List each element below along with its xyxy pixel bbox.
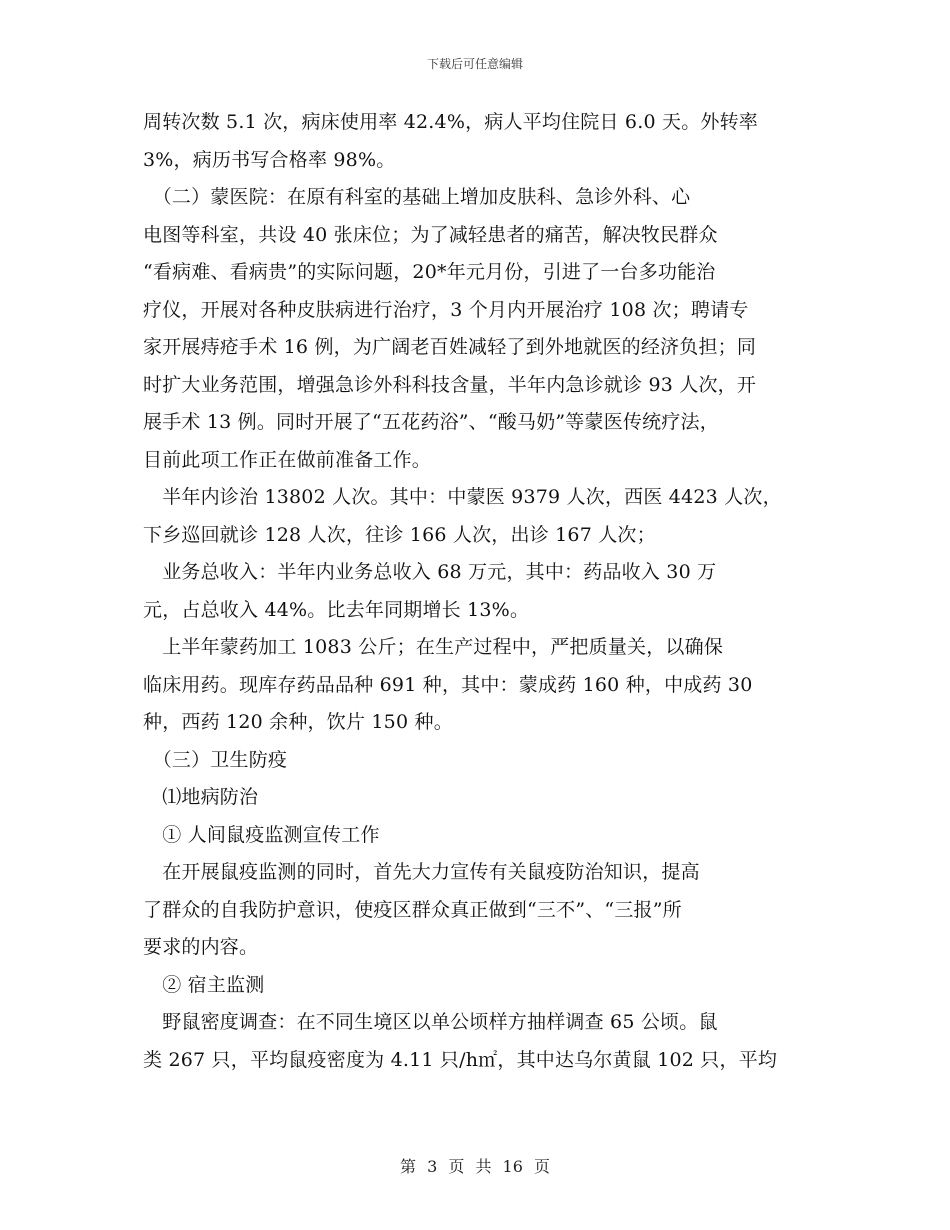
text-line: 半年内诊治 13802 人次。其中：中蒙医 9379 人次，西医 4423 人次， — [143, 486, 782, 508]
text-line: 疗仪，开展对各种皮肤病进行治疗，3 个月内开展治疗 108 次；聘请专 — [143, 298, 749, 321]
text-line: 3%，病历书写合格率 98%。 — [143, 148, 396, 171]
section-heading: （三）卫生防疫 — [143, 748, 288, 771]
text-line: “看病难、看病贵”的实际问题，20*年元月份，引进了一台多功能治 — [143, 261, 716, 283]
text-line: 类 267 只，平均鼠疫密度为 4.11 只/h㎡，其中达乌尔黄鼠 102 只，平均 — [143, 1048, 778, 1071]
text-line: 家开展痔疮手术 16 例，为广阔老百姓减轻了到外地就医的经济负担；同 — [143, 336, 757, 358]
subsection-heading: ⑴地病防治 — [143, 786, 259, 808]
text-line: 元，占总收入 44%。比去年同期增长 13%。 — [143, 598, 530, 621]
text-line: 电图等科室，共设 40 张床位；为了减轻患者的痛苦，解决牧民群众 — [143, 223, 718, 246]
text-line: 种，西药 120 余种，饮片 150 种。 — [143, 711, 453, 733]
page-header: 下载后可任意编辑 — [426, 57, 523, 71]
text-line: 时扩大业务范围，增强急诊外科科技含量，半年内急诊就诊 93 人次，开 — [143, 373, 757, 396]
text-line: 上半年蒙药加工 1083 公斤；在生产过程中，严把质量关，以确保 — [143, 636, 724, 658]
document-body — [143, 104, 813, 1079]
text-line: 野鼠密度调查：在不同生境区以单公顷样方抽样调查 65 公顷。鼠 — [143, 1011, 718, 1033]
text-line: 下乡巡回就诊 128 人次，往诊 166 人次，出诊 167 人次； — [143, 523, 656, 546]
text-line: 展手术 13 例。同时开展了“五花药浴”、“酸马奶”等蒙医传统疗法， — [143, 411, 719, 433]
text-line: 业务总收入：半年内业务总收入 68 万元，其中：药品收入 30 万 — [143, 561, 717, 583]
text-line: 目前此项工作正在做前准备工作。 — [143, 448, 432, 471]
text-line: 周转次数 5.1 次，病床使用率 42.4%，病人平均住院日 6.0 天。外转率 — [143, 111, 758, 133]
page-footer: 第 3 页 共 16 页 — [400, 1157, 550, 1176]
text-line: 在开展鼠疫监测的同时，首先大力宣传有关鼠疫防治知识，提高 — [143, 861, 700, 883]
text-line: （二）蒙医院：在原有科室的基础上增加皮肤科、急诊外科、心 — [143, 186, 691, 208]
item-heading: ② 宿主监测 — [143, 973, 265, 996]
text-line: 要求的内容。 — [143, 936, 259, 958]
text-line: 临床用药。现库存药品品种 691 种，其中：蒙成药 160 种，中成药 30 — [143, 673, 753, 696]
item-heading: ① 人间鼠疫监测宣传工作 — [143, 823, 380, 846]
text-line: 了群众的自我防护意识，使疫区群众真正做到“三不”、“三报”所 — [143, 898, 682, 921]
